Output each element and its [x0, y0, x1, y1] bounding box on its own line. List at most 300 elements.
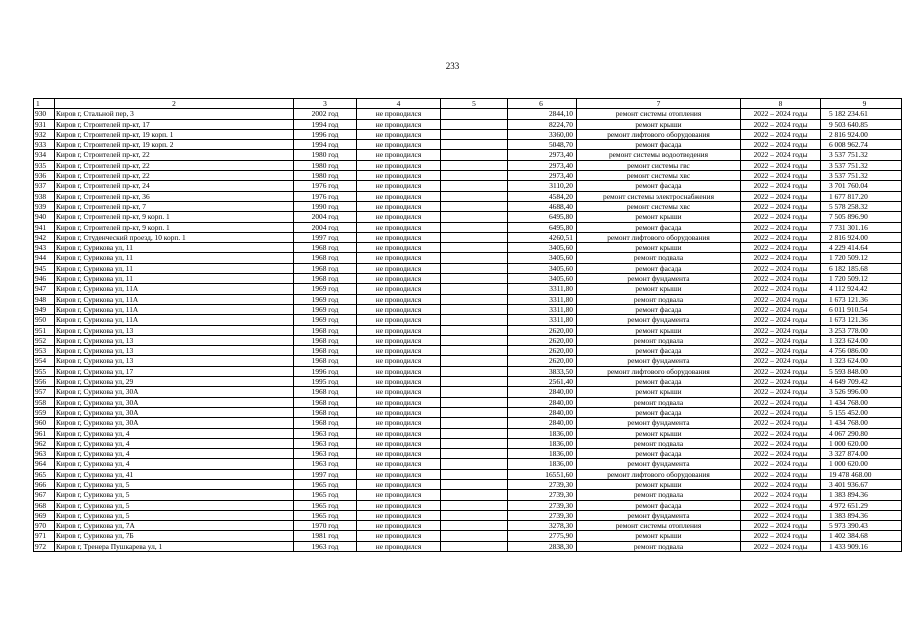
table-cell: 3311,80	[508, 284, 577, 294]
table-cell: ремонт крыши	[577, 325, 741, 335]
table-cell: 932	[34, 129, 55, 139]
table-cell: 1968 год	[294, 274, 357, 284]
table-cell	[441, 397, 508, 407]
table-cell: ремонт системы хвс	[577, 201, 741, 211]
table-cell: 1 323 624.00	[821, 335, 902, 345]
table-cell: 2 816 924.00	[821, 129, 902, 139]
table-row	[34, 181, 902, 191]
table-cell: 2022 – 2024 годы	[741, 294, 821, 304]
table-cell: 2022 – 2024 годы	[741, 510, 821, 520]
table-cell	[441, 191, 508, 201]
table-cell: не проводился	[357, 253, 441, 263]
table-row	[34, 274, 902, 284]
column-header: 5	[441, 99, 508, 109]
table-cell: 1836,00	[508, 438, 577, 448]
table-cell: не проводился	[357, 201, 441, 211]
table-cell: 5 578 258.32	[821, 201, 902, 211]
table-cell: 970	[34, 521, 55, 531]
table-cell: 2022 – 2024 годы	[741, 356, 821, 366]
table-cell	[441, 469, 508, 479]
table-cell: 2022 – 2024 годы	[741, 263, 821, 273]
table-cell: 935	[34, 160, 55, 170]
table-cell: 4 756 086.00	[821, 346, 902, 356]
table-cell: ремонт фасада	[577, 346, 741, 356]
table-cell: 1 673 121.36	[821, 294, 902, 304]
column-header: 9	[821, 99, 902, 109]
table-row	[34, 377, 902, 387]
table-cell: не проводился	[357, 181, 441, 191]
table-cell: 3311,80	[508, 315, 577, 325]
table-cell	[441, 315, 508, 325]
table-row	[34, 304, 902, 314]
table-cell: 2840,00	[508, 387, 577, 397]
table-cell: 4688,40	[508, 201, 577, 211]
table-cell: 1836,00	[508, 459, 577, 469]
table-cell: не проводился	[357, 407, 441, 417]
table-cell: 960	[34, 418, 55, 428]
table-cell: Киров г, Строителей пр-кт, 22	[55, 171, 294, 181]
table-cell: Киров г, Сурикова ул, 13	[55, 325, 294, 335]
table-row	[34, 325, 902, 335]
table-cell: 1976 год	[294, 191, 357, 201]
table-cell: ремонт подвала	[577, 335, 741, 345]
table-cell: 964	[34, 459, 55, 469]
table-row	[34, 201, 902, 211]
table-row	[34, 263, 902, 273]
table-cell: 2022 – 2024 годы	[741, 191, 821, 201]
table-cell: 933	[34, 140, 55, 150]
table-cell: ремонт системы отопления	[577, 109, 741, 119]
table-cell	[441, 438, 508, 448]
table-cell	[441, 119, 508, 129]
table-row	[34, 459, 902, 469]
table-cell: 1994 год	[294, 119, 357, 129]
table-cell	[441, 531, 508, 541]
table-cell: 3 537 751.32	[821, 150, 902, 160]
table-cell: не проводился	[357, 212, 441, 222]
table-row	[34, 171, 902, 181]
table-cell: ремонт системы хвс	[577, 171, 741, 181]
table-cell: 1976 год	[294, 181, 357, 191]
table-cell: ремонт фундамента	[577, 274, 741, 284]
table-row	[34, 449, 902, 459]
table-cell: 2739,30	[508, 510, 577, 520]
table-row	[34, 222, 902, 232]
table-cell: 2022 – 2024 годы	[741, 325, 821, 335]
table-cell: 2022 – 2024 годы	[741, 150, 821, 160]
table-cell: 1 383 894.36	[821, 490, 902, 500]
table-cell: 1965 год	[294, 490, 357, 500]
table-cell: ремонт фасада	[577, 377, 741, 387]
table-row	[34, 531, 902, 541]
table-cell: не проводился	[357, 428, 441, 438]
table-cell: 6 008 962.74	[821, 140, 902, 150]
table-cell: Киров г, Сурикова ул, 30А	[55, 407, 294, 417]
table-cell: 4584,20	[508, 191, 577, 201]
table-cell: 2022 – 2024 годы	[741, 315, 821, 325]
table-row	[34, 294, 902, 304]
table-cell: 2620,00	[508, 356, 577, 366]
table-cell: 4 972 651.29	[821, 500, 902, 510]
table-row	[34, 150, 902, 160]
table-cell: 2022 – 2024 годы	[741, 469, 821, 479]
column-header: 6	[508, 99, 577, 109]
table-cell: 2022 – 2024 годы	[741, 304, 821, 314]
table-cell: 2022 – 2024 годы	[741, 387, 821, 397]
table-cell: 2022 – 2024 годы	[741, 490, 821, 500]
table-cell	[441, 201, 508, 211]
table-cell: не проводился	[357, 294, 441, 304]
table-row	[34, 191, 902, 201]
table-cell: 3 526 996.00	[821, 387, 902, 397]
table-cell: Киров г, Строителей пр-кт, 17	[55, 119, 294, 129]
table-cell: Киров г, Сурикова ул, 29	[55, 377, 294, 387]
table-cell: 958	[34, 397, 55, 407]
table-cell: не проводился	[357, 150, 441, 160]
table-cell: 4 112 924.42	[821, 284, 902, 294]
table-cell: ремонт фундамента	[577, 459, 741, 469]
table-cell: 966	[34, 479, 55, 489]
table-cell: ремонт системы электроснабжения	[577, 191, 741, 201]
table-cell: 943	[34, 243, 55, 253]
page-number: 233	[445, 61, 460, 71]
table-cell: 2022 – 2024 годы	[741, 438, 821, 448]
table-cell: 962	[34, 438, 55, 448]
table-cell: Киров г, Сурикова ул, 4	[55, 428, 294, 438]
table-cell: 952	[34, 335, 55, 345]
table-cell: ремонт фундамента	[577, 510, 741, 520]
table-cell	[441, 232, 508, 242]
table-cell: Киров г, Сурикова ул, 5	[55, 490, 294, 500]
table-cell: 2022 – 2024 годы	[741, 407, 821, 417]
table-row	[34, 315, 902, 325]
table-cell: 1963 год	[294, 459, 357, 469]
table-cell: не проводился	[357, 232, 441, 242]
table-cell	[441, 459, 508, 469]
table-cell: 2004 год	[294, 212, 357, 222]
table-cell: 2022 – 2024 годы	[741, 160, 821, 170]
table-cell: ремонт подвала	[577, 294, 741, 304]
table-cell: 967	[34, 490, 55, 500]
table-cell: Киров г, Сурикова ул, 11	[55, 263, 294, 273]
table-cell: 9 503 640.85	[821, 119, 902, 129]
table-cell	[441, 479, 508, 489]
table-cell: не проводился	[357, 366, 441, 376]
table-cell: Киров г, Сурикова ул, 11	[55, 274, 294, 284]
table-cell: не проводился	[357, 119, 441, 129]
table-cell: 1 673 121.36	[821, 315, 902, 325]
table-cell: 2022 – 2024 годы	[741, 428, 821, 438]
table-cell	[441, 387, 508, 397]
table-cell	[441, 418, 508, 428]
table-cell: ремонт системы отопления	[577, 521, 741, 531]
table-cell: 1997 год	[294, 232, 357, 242]
table-cell: ремонт системы водоотведения	[577, 150, 741, 160]
table-cell: не проводился	[357, 243, 441, 253]
table-cell	[441, 253, 508, 263]
table-row	[34, 212, 902, 222]
table-cell: 2022 – 2024 годы	[741, 418, 821, 428]
table-cell: 931	[34, 119, 55, 129]
table-cell: 937	[34, 181, 55, 191]
table-row	[34, 119, 902, 129]
table-cell: 1963 год	[294, 438, 357, 448]
table-cell: 949	[34, 304, 55, 314]
column-header: 2	[55, 99, 294, 109]
table-cell: 5048,70	[508, 140, 577, 150]
table-cell: 944	[34, 253, 55, 263]
table-cell: ремонт фасада	[577, 304, 741, 314]
table-cell	[441, 500, 508, 510]
table-cell: ремонт фасада	[577, 449, 741, 459]
table-cell: 957	[34, 387, 55, 397]
table-cell: Киров г, Сурикова ул, 30А	[55, 397, 294, 407]
table-cell: 1995 год	[294, 377, 357, 387]
table-cell: 1 720 509.12	[821, 274, 902, 284]
table-cell: Киров г, Строителей пр-кт, 24	[55, 181, 294, 191]
table-row	[34, 500, 902, 510]
table-cell: 1980 год	[294, 160, 357, 170]
table-cell: 961	[34, 428, 55, 438]
table-cell: ремонт фасада	[577, 263, 741, 273]
table-cell: Киров г, Сурикова ул, 11	[55, 253, 294, 263]
table-cell: не проводился	[357, 335, 441, 345]
table-cell: 1968 год	[294, 407, 357, 417]
table-row	[34, 418, 902, 428]
table-cell: 1 402 384.68	[821, 531, 902, 541]
table-cell: Киров г, Сурикова ул, 13	[55, 356, 294, 366]
table-cell: не проводился	[357, 325, 441, 335]
table-cell	[441, 212, 508, 222]
table-row	[34, 366, 902, 376]
table-cell: 2739,30	[508, 500, 577, 510]
table-cell: 5 182 234.61	[821, 109, 902, 119]
table-cell	[441, 428, 508, 438]
table-cell	[441, 449, 508, 459]
table-cell: 2620,00	[508, 325, 577, 335]
table-cell: 934	[34, 150, 55, 160]
table-cell: ремонт подвала	[577, 397, 741, 407]
table-cell: не проводился	[357, 541, 441, 551]
table-cell: 2022 – 2024 годы	[741, 479, 821, 489]
table-cell: не проводился	[357, 479, 441, 489]
table-cell: ремонт подвала	[577, 541, 741, 551]
table-cell: Киров г, Строителей пр-кт, 7	[55, 201, 294, 211]
table-cell: 2022 – 2024 годы	[741, 335, 821, 345]
table-cell: 2022 – 2024 годы	[741, 181, 821, 191]
table-row	[34, 397, 902, 407]
table-cell: 2022 – 2024 годы	[741, 243, 821, 253]
table-cell: не проводился	[357, 315, 441, 325]
table-cell: 3833,50	[508, 366, 577, 376]
table-cell: 2022 – 2024 годы	[741, 541, 821, 551]
table-cell: 6 011 910.54	[821, 304, 902, 314]
table-cell: ремонт крыши	[577, 212, 741, 222]
table-cell: ремонт подвала	[577, 253, 741, 263]
table-cell: 3278,30	[508, 521, 577, 531]
table-cell: ремонт лифтового оборудования	[577, 366, 741, 376]
table-cell	[441, 325, 508, 335]
table-cell: 2022 – 2024 годы	[741, 222, 821, 232]
table-cell: ремонт фасада	[577, 222, 741, 232]
table-cell: 941	[34, 222, 55, 232]
table-cell: 2002 год	[294, 109, 357, 119]
table-row	[34, 438, 902, 448]
table-row	[34, 510, 902, 520]
table-cell: 947	[34, 284, 55, 294]
table-cell: 1968 год	[294, 397, 357, 407]
table-cell: не проводился	[357, 140, 441, 150]
table-cell: не проводился	[357, 387, 441, 397]
table-cell: 1 434 768.00	[821, 418, 902, 428]
table-cell	[441, 274, 508, 284]
table-cell: ремонт системы гвс	[577, 160, 741, 170]
table-cell: 1969 год	[294, 294, 357, 304]
table-cell: ремонт крыши	[577, 428, 741, 438]
table-cell: не проводился	[357, 459, 441, 469]
table-row	[34, 387, 902, 397]
table-cell	[441, 521, 508, 531]
table-cell: 1968 год	[294, 335, 357, 345]
table-cell: Киров г, Сурикова ул, 30А	[55, 387, 294, 397]
table-cell: 1963 год	[294, 428, 357, 438]
table-cell: не проводился	[357, 160, 441, 170]
table-cell: 1 000 620.00	[821, 459, 902, 469]
table-cell: не проводился	[357, 171, 441, 181]
table-cell: ремонт крыши	[577, 243, 741, 253]
table-cell: не проводился	[357, 438, 441, 448]
table-cell: не проводился	[357, 346, 441, 356]
table-cell: 1965 год	[294, 479, 357, 489]
table-cell: 2561,40	[508, 377, 577, 387]
table-cell: не проводился	[357, 510, 441, 520]
table-cell: ремонт крыши	[577, 284, 741, 294]
table-row	[34, 253, 902, 263]
table-cell: 1 434 768.00	[821, 397, 902, 407]
table-cell: 955	[34, 366, 55, 376]
table-cell: 2840,00	[508, 407, 577, 417]
table-cell: Киров г, Тренера Пушкарева ул, 1	[55, 541, 294, 551]
table-cell	[441, 346, 508, 356]
table-cell: 2739,30	[508, 490, 577, 500]
table-cell: 4 067 290.80	[821, 428, 902, 438]
table-cell	[441, 160, 508, 170]
table-cell: 1997 год	[294, 469, 357, 479]
table-cell: 3405,60	[508, 274, 577, 284]
table-row	[34, 335, 902, 345]
table-cell: 2022 – 2024 годы	[741, 171, 821, 181]
table-cell: 938	[34, 191, 55, 201]
table-cell: Киров г, Сурикова ул, 11А	[55, 294, 294, 304]
table-row	[34, 490, 902, 500]
table-cell: Киров г, Строителей пр-кт, 19 корп. 2	[55, 140, 294, 150]
table-cell: ремонт лифтового оборудования	[577, 129, 741, 139]
table-cell: 3 537 751.32	[821, 171, 902, 181]
table-cell: не проводился	[357, 449, 441, 459]
table-cell: 1968 год	[294, 387, 357, 397]
table-cell: Киров г, Строителей пр-кт, 9 корп. 1	[55, 222, 294, 232]
table-cell: 1981 год	[294, 531, 357, 541]
table-cell: Киров г, Сурикова ул, 13	[55, 346, 294, 356]
table-cell: 5 593 848.00	[821, 366, 902, 376]
table-cell: 1968 год	[294, 243, 357, 253]
table-cell: 7 731 301.16	[821, 222, 902, 232]
table-cell: 972	[34, 541, 55, 551]
table-cell: 3405,60	[508, 263, 577, 273]
table-cell: Киров г, Строителей пр-кт, 36	[55, 191, 294, 201]
table-cell: Киров г, Сурикова ул, 4	[55, 438, 294, 448]
table-cell: 2022 – 2024 годы	[741, 109, 821, 119]
table-cell: 936	[34, 171, 55, 181]
table-cell: 939	[34, 201, 55, 211]
table-cell: 963	[34, 449, 55, 459]
table-cell: Киров г, Сурикова ул, 4	[55, 459, 294, 469]
table-cell: Киров г, Стальной пер, 3	[55, 109, 294, 119]
table-cell: 4 649 709.42	[821, 377, 902, 387]
table-cell: 3 401 936.67	[821, 479, 902, 489]
table-cell: 2022 – 2024 годы	[741, 253, 821, 263]
column-header: 4	[357, 99, 441, 109]
table-cell: 2022 – 2024 годы	[741, 459, 821, 469]
table-cell: ремонт лифтового оборудования	[577, 232, 741, 242]
table-cell: ремонт подвала	[577, 490, 741, 500]
table-cell	[441, 263, 508, 273]
table-row	[34, 469, 902, 479]
table-cell: Киров г, Сурикова ул, 13	[55, 335, 294, 345]
table-cell: ремонт подвала	[577, 438, 741, 448]
table-cell: 2022 – 2024 годы	[741, 274, 821, 284]
table-cell: 3311,80	[508, 304, 577, 314]
table-row	[34, 284, 902, 294]
table-cell: Киров г, Строителей пр-кт, 19 корп. 1	[55, 129, 294, 139]
table-cell: Киров г, Сурикова ул, 5	[55, 479, 294, 489]
table-cell: не проводился	[357, 469, 441, 479]
table-cell: 2022 – 2024 годы	[741, 531, 821, 541]
table-cell: 2844,10	[508, 109, 577, 119]
table-cell: 1 720 509.12	[821, 253, 902, 263]
table-cell: 2004 год	[294, 222, 357, 232]
column-header: 3	[294, 99, 357, 109]
table-cell: 1968 год	[294, 263, 357, 273]
table-cell: 948	[34, 294, 55, 304]
table-cell: 6495,80	[508, 212, 577, 222]
table-header-row	[34, 99, 902, 109]
table-cell	[441, 181, 508, 191]
table-cell	[441, 407, 508, 417]
table-row	[34, 356, 902, 366]
table-cell: 951	[34, 325, 55, 335]
table-cell: 945	[34, 263, 55, 273]
table-cell: 942	[34, 232, 55, 242]
table-cell: 1996 год	[294, 366, 357, 376]
table-cell	[441, 222, 508, 232]
table-cell: не проводился	[357, 418, 441, 428]
table-cell: 1968 год	[294, 253, 357, 263]
table-cell: 4260,51	[508, 232, 577, 242]
table-cell: 1980 год	[294, 171, 357, 181]
table-cell: 968	[34, 500, 55, 510]
table-cell: 3360,00	[508, 129, 577, 139]
table-cell: 2739,30	[508, 479, 577, 489]
table-cell: Киров г, Сурикова ул, 5	[55, 500, 294, 510]
table-row	[34, 541, 902, 551]
table-row	[34, 521, 902, 531]
table-cell: 3 327 874.00	[821, 449, 902, 459]
table-cell: 2022 – 2024 годы	[741, 377, 821, 387]
table-cell: Киров г, Сурикова ул, 41	[55, 469, 294, 479]
table-cell: 2022 – 2024 годы	[741, 212, 821, 222]
table-cell: 1965 год	[294, 500, 357, 510]
